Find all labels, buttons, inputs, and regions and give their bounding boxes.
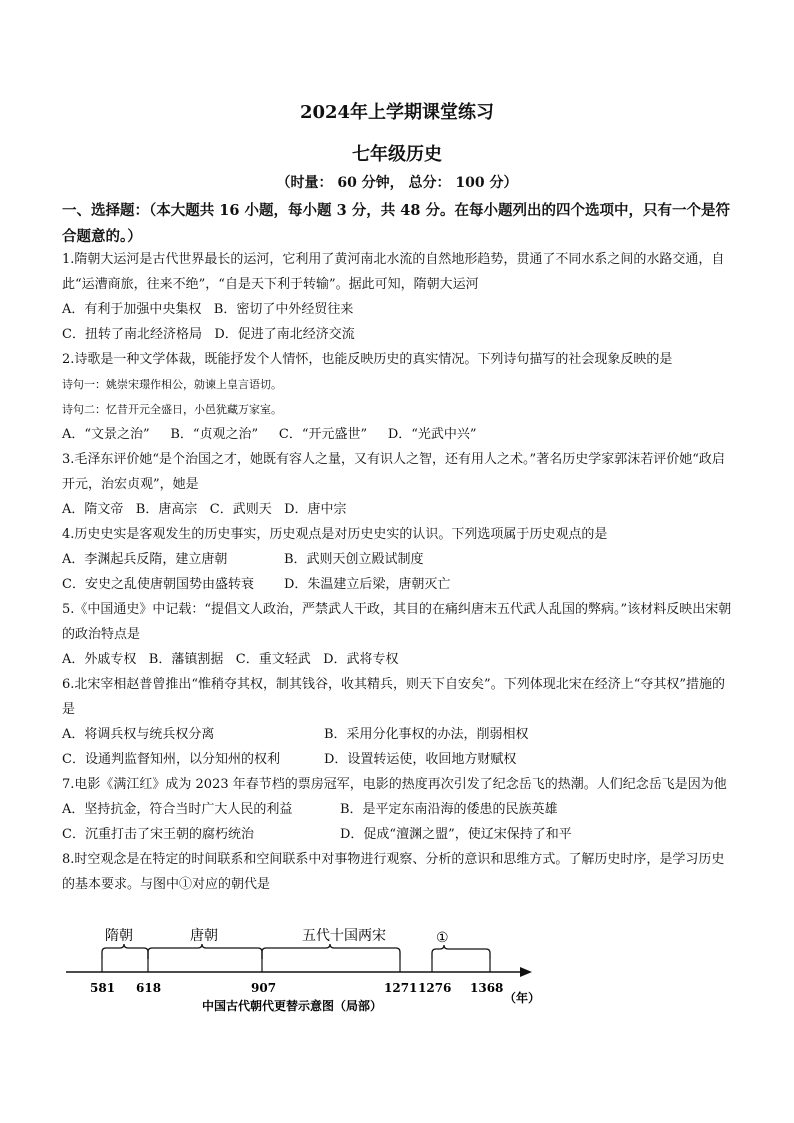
year-label: 1276 — [418, 981, 452, 995]
option: B．是平定东南沿海的倭患的民族英雄 — [340, 802, 558, 817]
question-stem: 8.时空观念是在特定的时间联系和空间联系中对事物进行观察、分析的意识和思维方式。了解历史时序，是学习历史的基本要求。与图中①对应的朝代是 — [62, 852, 725, 892]
option: A．将调兵权与统兵权分离 — [62, 727, 215, 742]
option: C．沉重打击了宋王朝的腐朽统治 — [62, 827, 254, 842]
option-row — [62, 572, 734, 597]
label-wudai-song: 五代十国两宋 — [302, 928, 386, 944]
option: C．武则天 — [209, 502, 272, 517]
year-label: 581 — [90, 981, 116, 995]
brace-unknown — [432, 945, 490, 959]
option: D．唐中宗 — [284, 502, 347, 517]
option: D．朱温建立后梁，唐朝灭亡 — [284, 577, 451, 592]
unit-label: （年） — [504, 991, 541, 1005]
year-label: 1271 — [384, 981, 418, 995]
option: A．有利于加强中央集权 — [62, 302, 202, 317]
brace-wudai-song — [262, 944, 400, 959]
option-row — [62, 297, 734, 322]
question-stem: 6.北宋宰相赵普曾推出“惟稍夺其权，制其钱谷，收其精兵，则天下自安矣”。下列体现北宋在经济上“夺其权”措施的是 — [62, 677, 725, 717]
option-row — [62, 822, 734, 847]
option-row — [62, 722, 734, 747]
option-row — [62, 797, 734, 822]
poem-line: 诗句一：姚崇宋璟作相公，勍谏上皇言语切。 — [62, 378, 282, 391]
option: A．李渊起兵反隋，建立唐朝 — [62, 552, 228, 567]
exam-subject: 七年级历史 — [352, 144, 442, 165]
question-stem: 2.诗歌是一种文学体裁，既能抒发个人情怀，也能反映历史的真实情况。下列诗句描写的社会现象反映的是 — [62, 352, 673, 367]
question-stem: 7.电影《满江红》成为 2023 年春节档的票房冠军，电影的热度再次引发了纪念岳飞的热潮。人们纪念岳飞是因为他 — [62, 777, 727, 792]
option: B．密切了中外经贸往来 — [213, 302, 354, 317]
axis-arrow — [520, 967, 532, 977]
option: D．武将专权 — [323, 652, 399, 667]
label-sui: 隋朝 — [105, 928, 133, 944]
option: A．“文景之治” — [62, 427, 150, 442]
question-stem: 1.隋朝大运河是古代世界最长的运河，它利用了黄河南北水流的自然地形趋势，贯通了不同水系之间的水路交通，自此“运漕商旅，往来不绝”，“自是天下利于转输”。据此可知，隋朝大运河 — [62, 252, 725, 292]
option: B．采用分化事权的办法，削弱相权 — [324, 727, 529, 742]
option: D．“光武中兴” — [387, 427, 477, 442]
option: A．隋文帝 — [62, 502, 124, 517]
question-stem: 3.毛泽东评价她“是个治国之才，她既有容人之量，又有识人之智，还有用人之术。”著名历史学家郭沫若评价她“政启开元，治宏贞观”，她是 — [62, 452, 725, 492]
option: C．重文轻武 — [235, 652, 311, 667]
option-row — [62, 422, 734, 447]
option: C．设通判监督知州，以分知州的权利 — [62, 752, 280, 767]
option: C．“开元盛世” — [278, 427, 368, 442]
section-heading: 一、选择题：（本大题共 16 小题，每小题 3 分，共 48 分。在每小题列出的四个选项中，只有一个是符合题意的。） — [62, 202, 730, 245]
figure-caption: 中国古代朝代更替示意图（局部） — [202, 999, 383, 1013]
option-row — [62, 547, 734, 572]
question-list — [62, 247, 734, 897]
option: A．坚持抗金，符合当时广大人民的利益 — [62, 802, 293, 817]
option: D．促进了南北经济交流 — [214, 327, 355, 342]
option-row — [62, 322, 734, 347]
option: B．武则天创立殿试制度 — [284, 552, 424, 567]
brace-tang — [148, 944, 262, 959]
option: A．外戚专权 — [62, 652, 137, 667]
timeline-svg — [62, 922, 542, 1022]
label-tang: 唐朝 — [190, 928, 218, 944]
label-circle-1: ① — [436, 930, 449, 946]
option-row — [62, 497, 734, 522]
year-label: 907 — [251, 981, 277, 995]
option: D．设置转运使，收回地方财赋权 — [324, 752, 517, 767]
question-stem: 4.历史史实是客观发生的历史事实，历史观点是对历史史实的认识。下列选项属于历史观点的是 — [62, 527, 608, 542]
option: D．促成“澶渊之盟”，使辽宋保持了和平 — [340, 827, 572, 842]
exam-info: （时量： 60 分钟， 总分： 100 分） — [276, 175, 518, 191]
poem-line: 诗句二：忆昔开元全盛日，小邑犹藏万家室。 — [62, 403, 282, 416]
option: C．扭转了南北经济格局 — [62, 327, 202, 342]
year-label: 1368 — [470, 981, 504, 995]
option: B．藩镇割据 — [148, 652, 224, 667]
option-row — [62, 647, 734, 672]
brace-sui — [102, 944, 148, 959]
option: C．安史之乱使唐朝国势由盛转衰 — [62, 577, 254, 592]
option: B．唐高宗 — [135, 502, 198, 517]
exam-title: 2024年上学期课堂练习 — [299, 102, 495, 123]
question-stem: 5.《中国通史》中记载：“提倡文人政治，严禁武人干政，其目的在痛纠唐末五代武人乱国的弊病。”该材料反映出宋朝的政治特点是 — [62, 602, 732, 642]
dynasty-timeline-figure — [62, 922, 542, 1022]
option: B．“贞观之治” — [170, 427, 259, 442]
option-row — [62, 747, 734, 772]
year-label: 618 — [136, 981, 162, 995]
